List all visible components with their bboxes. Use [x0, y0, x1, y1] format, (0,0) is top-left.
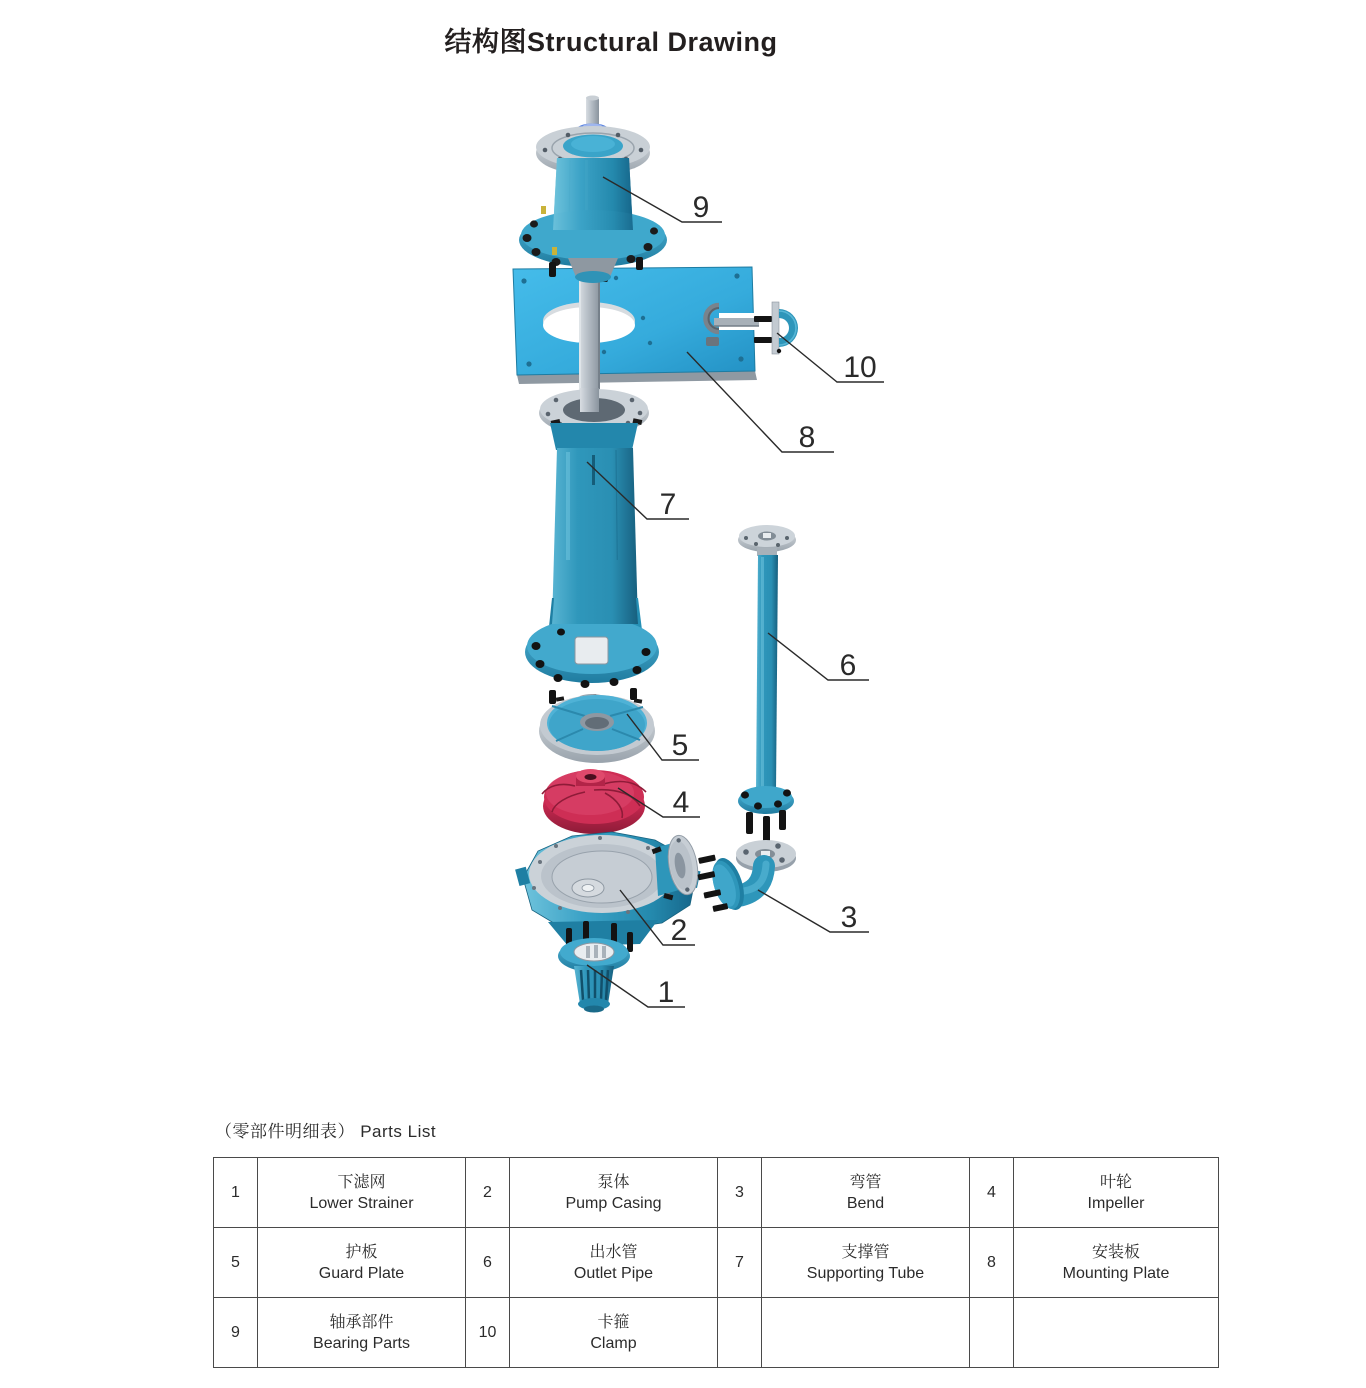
part-num: 6 — [466, 1228, 510, 1298]
part-name-cn: 泵体 — [597, 1173, 630, 1191]
part-name-cn: 护板 — [345, 1243, 378, 1261]
part-name-en: Bearing Parts — [313, 1334, 410, 1352]
part-name-cn: 支撑管 — [841, 1243, 890, 1261]
part-name — [1014, 1158, 1219, 1228]
part-name — [510, 1158, 718, 1228]
callout-2: 2 — [670, 914, 688, 947]
part-name — [258, 1228, 466, 1298]
part-num: 5 — [214, 1228, 258, 1298]
callout-9: 9 — [692, 191, 710, 224]
part-num — [970, 1298, 1014, 1368]
part-num: 8 — [970, 1228, 1014, 1298]
parts-list-table — [213, 1157, 1219, 1368]
part-num: 1 — [214, 1158, 258, 1228]
callout-5: 5 — [671, 729, 689, 762]
part-name — [1014, 1228, 1219, 1298]
part-num: 3 — [718, 1158, 762, 1228]
part-8-mounting-plate — [513, 267, 759, 384]
part-name — [510, 1298, 718, 1368]
part-name-cn: 轴承部件 — [329, 1313, 394, 1331]
callout-7: 7 — [659, 488, 677, 521]
callout-3: 3 — [840, 901, 858, 934]
part-name-en: Guard Plate — [318, 1264, 405, 1282]
part-9-bearing-parts — [519, 96, 667, 284]
part-name-en: Mounting Plate — [1062, 1264, 1170, 1282]
callout-10: 10 — [843, 351, 877, 384]
part-name — [1014, 1298, 1219, 1368]
callout-6: 6 — [839, 649, 857, 682]
callout-1: 1 — [657, 976, 675, 1009]
part-name-en: Clamp — [590, 1334, 637, 1352]
part-name-en: Bend — [846, 1194, 885, 1212]
part-num: 10 — [466, 1298, 510, 1368]
part-name-en: Pump Casing — [565, 1194, 662, 1212]
part-6-outlet-pipe — [738, 525, 796, 842]
part-10-clamp — [754, 302, 798, 354]
callout-4: 4 — [672, 786, 690, 819]
part-4-impeller — [542, 769, 646, 834]
part-name — [762, 1298, 970, 1368]
parts-row-2 — [214, 1228, 1219, 1298]
part-7-supporting-tube — [525, 388, 659, 710]
part-name — [762, 1228, 970, 1298]
part-name-cn: 卡箍 — [597, 1313, 630, 1331]
part-num — [718, 1298, 762, 1368]
page-title: 结构图Structural Drawing — [444, 27, 778, 57]
part-num: 4 — [970, 1158, 1014, 1228]
part-name-cn: 安装板 — [1091, 1243, 1140, 1261]
part-name-cn: 叶轮 — [1099, 1173, 1132, 1191]
part-name — [762, 1158, 970, 1228]
part-name-en: Impeller — [1087, 1194, 1145, 1212]
parts-list-heading: （零部件明细表） Parts List — [215, 1122, 437, 1141]
part-name-en: Supporting Tube — [806, 1264, 925, 1282]
part-name-cn: 下滤网 — [337, 1173, 386, 1191]
part-name — [258, 1298, 466, 1368]
parts-row-3 — [214, 1298, 1219, 1368]
part-name-cn: 弯管 — [849, 1173, 882, 1191]
part-num: 7 — [718, 1228, 762, 1298]
part-name — [510, 1228, 718, 1298]
parts-row-1 — [214, 1158, 1219, 1228]
part-name-en: Outlet Pipe — [573, 1264, 654, 1282]
part-name-en: Lower Strainer — [309, 1194, 414, 1212]
callout-8: 8 — [798, 421, 816, 454]
part-name-cn: 出水管 — [589, 1243, 638, 1261]
part-num: 2 — [466, 1158, 510, 1228]
part-name — [258, 1158, 466, 1228]
part-num: 9 — [214, 1298, 258, 1368]
